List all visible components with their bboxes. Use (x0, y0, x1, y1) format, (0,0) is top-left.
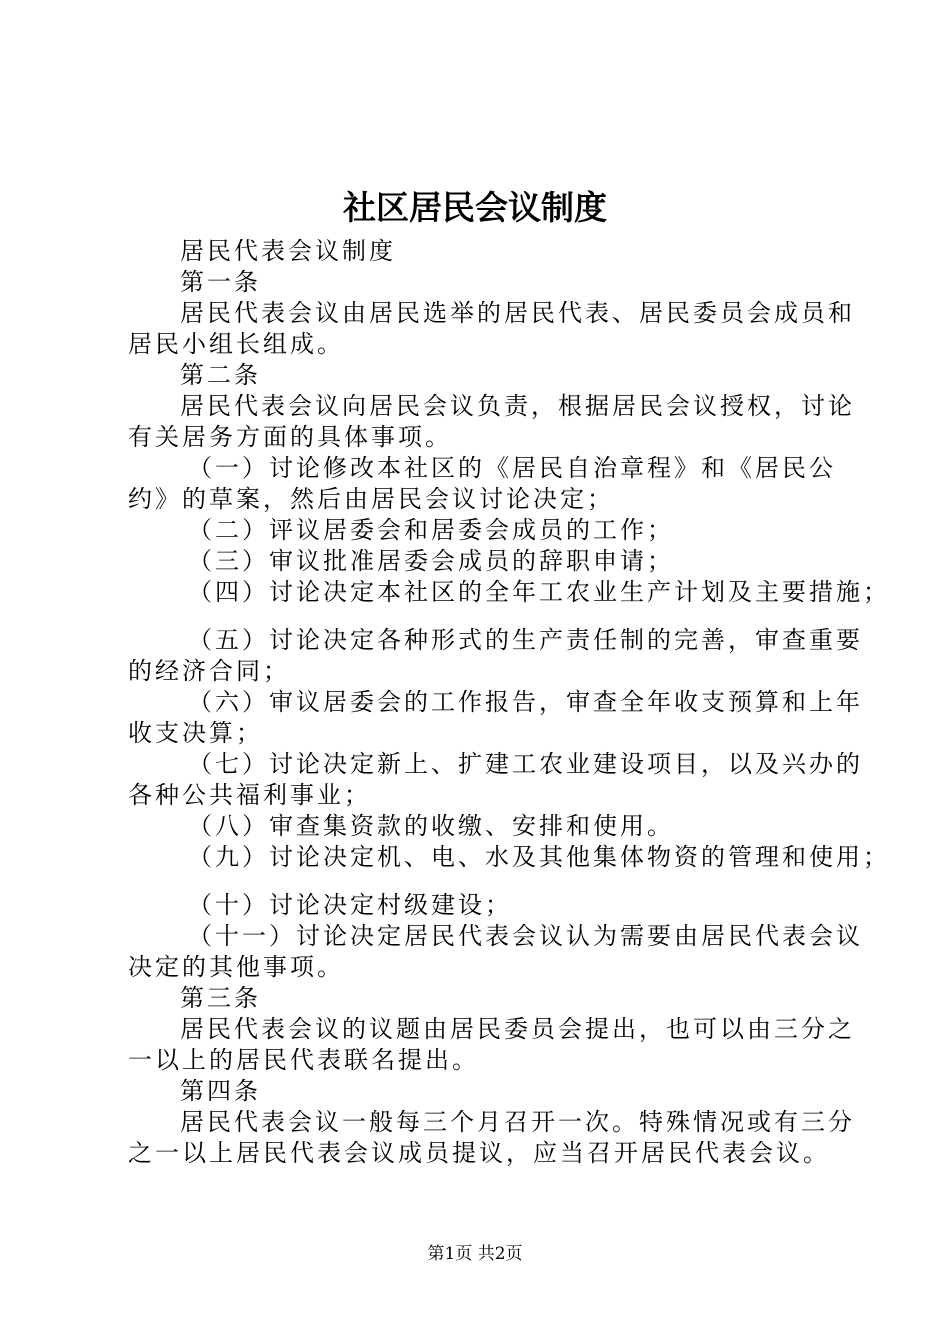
blank-line (128, 873, 848, 890)
list-item-line: （一）讨论修改本社区的《居民自治章程》和《居民公 (188, 454, 836, 482)
list-item-line: （二）评议居委会和居委会成员的工作； (188, 516, 674, 544)
list-item-line: （十）讨论决定村级建设； (188, 891, 512, 919)
paragraph-line: 一以上的居民代表联名提出。 (128, 1046, 479, 1074)
list-item-line: 决定的其他事项。 (128, 953, 344, 981)
paragraph-line: 有关居务方面的具体事项。 (128, 423, 452, 451)
article-heading: 第二条 (180, 361, 261, 389)
list-item-line: （三）审议批准居委会成员的辞职申请； (188, 547, 674, 575)
paragraph-line: 居民代表会议的议题由居民委员会提出，也可以由三分之 (180, 1015, 855, 1043)
page-footer: 第1页 共2页 (427, 1244, 523, 1264)
paragraph-line: 居民代表会议由居民选举的居民代表、居民委员会成员和 (180, 299, 855, 327)
paragraph-line: 之一以上居民代表会议成员提议，应当召开居民代表会议。 (128, 1139, 830, 1167)
paragraph-line: 居民小组长组成。 (128, 330, 344, 358)
list-item-line: （九）讨论决定机、电、水及其他集体物资的管理和使用； (188, 843, 890, 871)
document-body (128, 236, 890, 1169)
section-heading: 居民代表会议制度 (180, 237, 396, 265)
list-item-line: 的经济合同； (128, 657, 290, 685)
list-item-line: 约》的草案，然后由居民会议讨论决定； (128, 485, 614, 513)
list-item-line: （八）审查集资款的收缴、安排和使用。 (188, 812, 674, 840)
list-item-line: （六）审议居委会的工作报告，审查全年收支预算和上年 (188, 688, 863, 716)
article-heading: 第三条 (180, 984, 261, 1012)
list-item-line: （五）讨论决定各种形式的生产责任制的完善，审查重要 (188, 626, 863, 654)
document-title: 社区居民会议制度 (343, 188, 607, 227)
article-heading: 第四条 (180, 1077, 261, 1105)
blank-line (128, 608, 848, 625)
list-item-line: （四）讨论决定本社区的全年工农业生产计划及主要措施； (188, 578, 890, 606)
list-item-line: 收支决算； (128, 719, 263, 747)
paragraph-line: 居民代表会议一般每三个月召开一次。特殊情况或有三分 (180, 1108, 855, 1136)
article-heading: 第一条 (180, 268, 261, 296)
list-item-line: 各种公共福利事业； (128, 781, 371, 809)
list-item-line: （十一）讨论决定居民代表会议认为需要由居民代表会议 (188, 922, 863, 950)
paragraph-line: 居民代表会议向居民会议负责，根据居民会议授权，讨论 (180, 392, 855, 420)
list-item-line: （七）讨论决定新上、扩建工农业建设项目，以及兴办的 (188, 750, 863, 778)
